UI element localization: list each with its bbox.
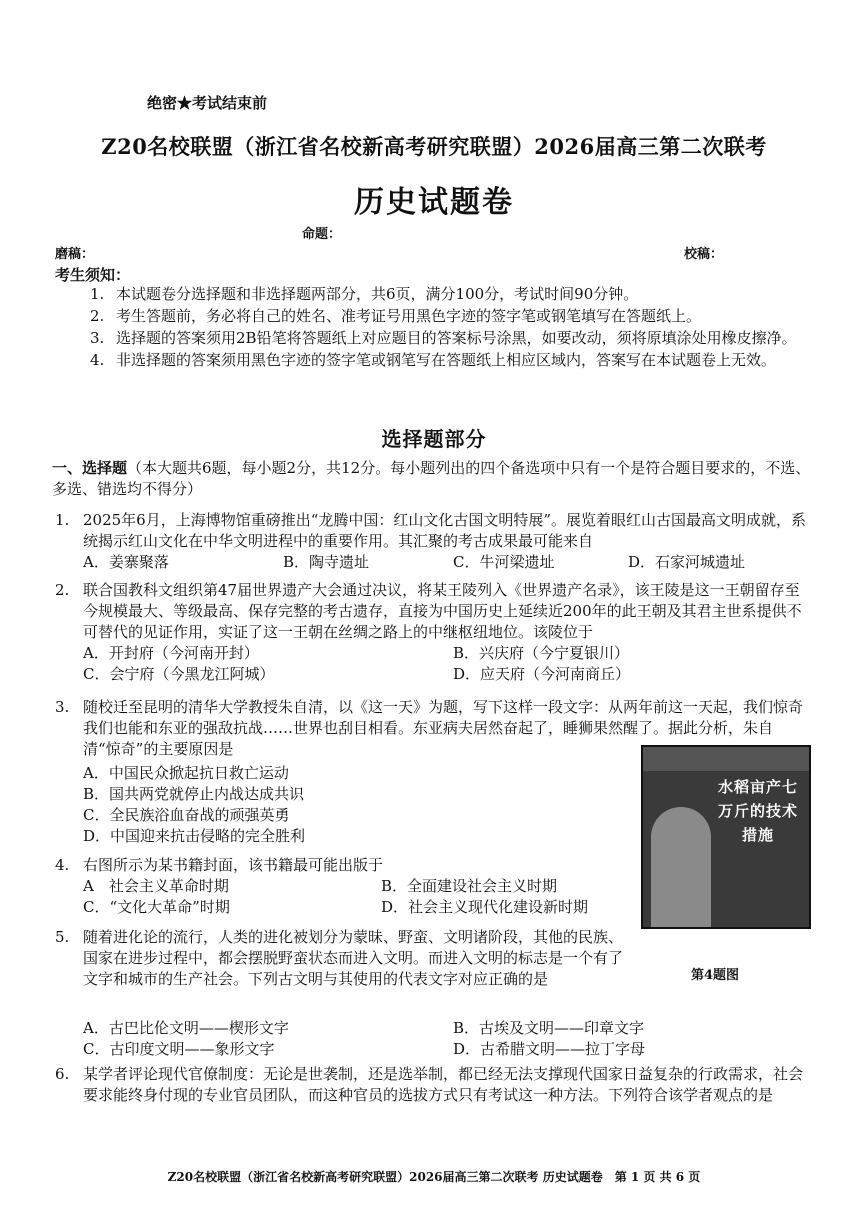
question-num: 3. xyxy=(55,698,70,716)
option-a[interactable]: A．中国民众掀起抗日救亡运动 xyxy=(83,764,289,782)
options-row xyxy=(83,805,615,826)
notice-list xyxy=(90,284,810,372)
question-text: 右图所示为某书籍封面，该书籍最可能出版于 xyxy=(83,856,384,874)
part-instructions xyxy=(52,458,812,500)
option-c[interactable]: C．牛河梁遗址 xyxy=(453,553,555,571)
notice-text: 选择题的答案须用2B铅笔将答题纸上对应题目的答案标号涂黑，如要改动，须将原填涂处用橡皮擦净。 xyxy=(116,329,797,347)
rice-plant-illustration xyxy=(651,807,711,927)
option-b[interactable]: B．全面建设社会主义时期 xyxy=(381,877,558,895)
notice-text: 考生答题前，务必将自己的姓名、准考证号用黑色字迹的签字笔或钢笔填写在答题纸上。 xyxy=(116,307,702,325)
question-num: 4. xyxy=(55,856,70,874)
option-d[interactable]: D．中国迎来抗击侵略的完全胜利 xyxy=(83,827,306,845)
cover-title: 水稻亩产七万斤的技术措施 xyxy=(717,778,798,844)
notice-heading: 考生须知： xyxy=(55,266,131,284)
question-stem xyxy=(55,927,630,990)
option-d[interactable]: D．石家河城遗址 xyxy=(628,553,746,571)
options-row xyxy=(83,897,645,918)
options-row xyxy=(83,643,810,664)
figure-caption: 第4题图 xyxy=(691,968,740,983)
secret-label: 绝密★考试结束前 xyxy=(147,94,268,112)
question-text: 2025年6月，上海博物馆重磅推出“龙腾中国：红山文化古国文明特展”。展览着眼红山古国最高文明成就，系统揭示红山文化在中华文明进程中的重要作用。其汇聚的考古成果最可能来自 xyxy=(83,511,807,550)
question-2 xyxy=(55,580,810,685)
notice-text: 本试题卷分选择题和非选择题两部分，共6页，满分100分，考试时间90分钟。 xyxy=(116,285,639,303)
notice-num: 4. xyxy=(90,351,105,369)
notice-num: 3. xyxy=(90,329,105,347)
notice-item xyxy=(90,284,810,305)
option-c[interactable]: C．“文化大革命”时期 xyxy=(83,898,230,916)
question-4 xyxy=(55,855,645,918)
book-cover-image xyxy=(641,745,811,929)
options-row xyxy=(83,876,645,897)
page-footer: Z20名校联盟（浙江省名校新高考研究联盟）2026届高三第二次联考 历史试题卷 第 1 页 共 6 页 xyxy=(167,1170,701,1184)
options-row xyxy=(83,784,615,805)
option-b[interactable]: B．古埃及文明——印章文字 xyxy=(453,1019,645,1037)
question-6 xyxy=(55,1064,810,1106)
question-num: 5. xyxy=(55,928,70,946)
options-row xyxy=(83,664,810,685)
notice-num: 1. xyxy=(90,285,105,303)
option-a[interactable]: A．开封府（今河南开封） xyxy=(83,644,259,662)
cover-band xyxy=(643,747,809,771)
question-stem xyxy=(55,510,810,552)
question-text: 随校迁至昆明的清华大学教授朱自清，以《这一天》为题，写下这样一段文字：从两年前这一天起，我们惊奇我们也能和东亚的强敌抗战……世界也刮目相看。东亚病夫居然奋起了，睡狮果然醒了。据此分析，朱自清“惊奇”的主要原因是 xyxy=(83,698,804,758)
section-title: 选择题部分 xyxy=(381,427,487,451)
options-row xyxy=(83,552,810,573)
question-text: 随着进化论的流行，人类的进化被划分为蒙昧、野蛮、文明诸阶段，其他的民族、国家在进步过程中，都会摆脱野蛮状态而进入文明。而进入文明的标志是一个有了文字和城市的生产社会。下列古文明与其使用的代表文字对应正确的是 xyxy=(83,928,624,988)
question-stem xyxy=(55,855,645,876)
question-num: 2. xyxy=(55,581,70,599)
option-d[interactable]: D．社会主义现代化建设新时期 xyxy=(381,898,589,916)
subject-title: 历史试题卷 xyxy=(354,185,514,220)
option-c[interactable]: C．古印度文明——象形文字 xyxy=(83,1040,275,1058)
notice-text: 非选择题的答案须用黑色字迹的签字笔或钢笔写在答题纸上相应区域内，答案写在本试题卷上无效。 xyxy=(116,351,777,369)
review-label: 校稿： xyxy=(684,247,724,262)
question-stem xyxy=(55,580,810,643)
options-row xyxy=(83,1018,810,1039)
part-label: 一、选择题 xyxy=(52,459,128,477)
option-d[interactable]: D．古希腊文明——拉丁字母 xyxy=(453,1040,646,1058)
option-d[interactable]: D．应天府（今河南商丘） xyxy=(453,665,631,683)
notice-num: 2. xyxy=(90,307,105,325)
option-c[interactable]: C．全民族浴血奋战的顽强英勇 xyxy=(83,806,290,824)
question-1 xyxy=(55,510,810,573)
notice-item xyxy=(90,350,810,371)
option-a[interactable]: A 社会主义革命时期 xyxy=(83,877,229,895)
option-a[interactable]: A．姜寨聚落 xyxy=(83,553,169,571)
options-row xyxy=(83,826,615,847)
notice-item xyxy=(90,306,810,327)
option-c[interactable]: C．会宁府（今黑龙江阿城） xyxy=(83,665,275,683)
option-b[interactable]: B．国共两党就停止内战达成共识 xyxy=(83,785,305,803)
option-b[interactable]: B．陶寺遗址 xyxy=(283,553,370,571)
question-text: 联合国教科文组织第47届世界遗产大会通过决议，将某王陵列入《世界遗产名录》，该王陵是这一王朝留存至今规模最大、等级最高、保存完整的考古遗存，直接为中国历史上延续近200年的此王朝及其君主世系提供不可替代的见证作用，实证了这一王朝在丝绸之路上的中继枢纽地位。该陵位于 xyxy=(83,581,802,641)
option-b[interactable]: B．兴庆府（今宁夏银川） xyxy=(453,644,630,662)
part-desc: （本大题共6题，每小题2分，共12分。每小题列出的四个备选项中只有一个是符合题目要求的，不选、多选、错选均不得分） xyxy=(52,459,811,498)
question-num: 1. xyxy=(55,511,70,529)
question-5 xyxy=(55,927,630,990)
polish-label: 磨稿： xyxy=(55,247,95,262)
options-row xyxy=(83,763,615,784)
exam-title: Z20名校联盟（浙江省名校新高考研究联盟）2026届高三第二次联考 xyxy=(101,134,767,159)
notice-item xyxy=(90,328,810,349)
option-a[interactable]: A．古巴比伦文明——楔形文字 xyxy=(83,1019,289,1037)
question-stem xyxy=(55,1064,810,1106)
question-num: 6. xyxy=(55,1065,70,1083)
setter-label: 命题： xyxy=(302,227,342,242)
options-row xyxy=(83,1039,810,1060)
question-5-options xyxy=(55,1018,810,1060)
question-3-options xyxy=(55,763,615,847)
question-text: 某学者评论现代官僚制度：无论是世袭制，还是选举制，都已经无法支撑现代国家日益复杂的行政需求，社会要求能终身付现的专业官员团队，而这种官员的选拔方式只有考试这一种方法。下列符合该学者观点的是 xyxy=(83,1065,804,1104)
